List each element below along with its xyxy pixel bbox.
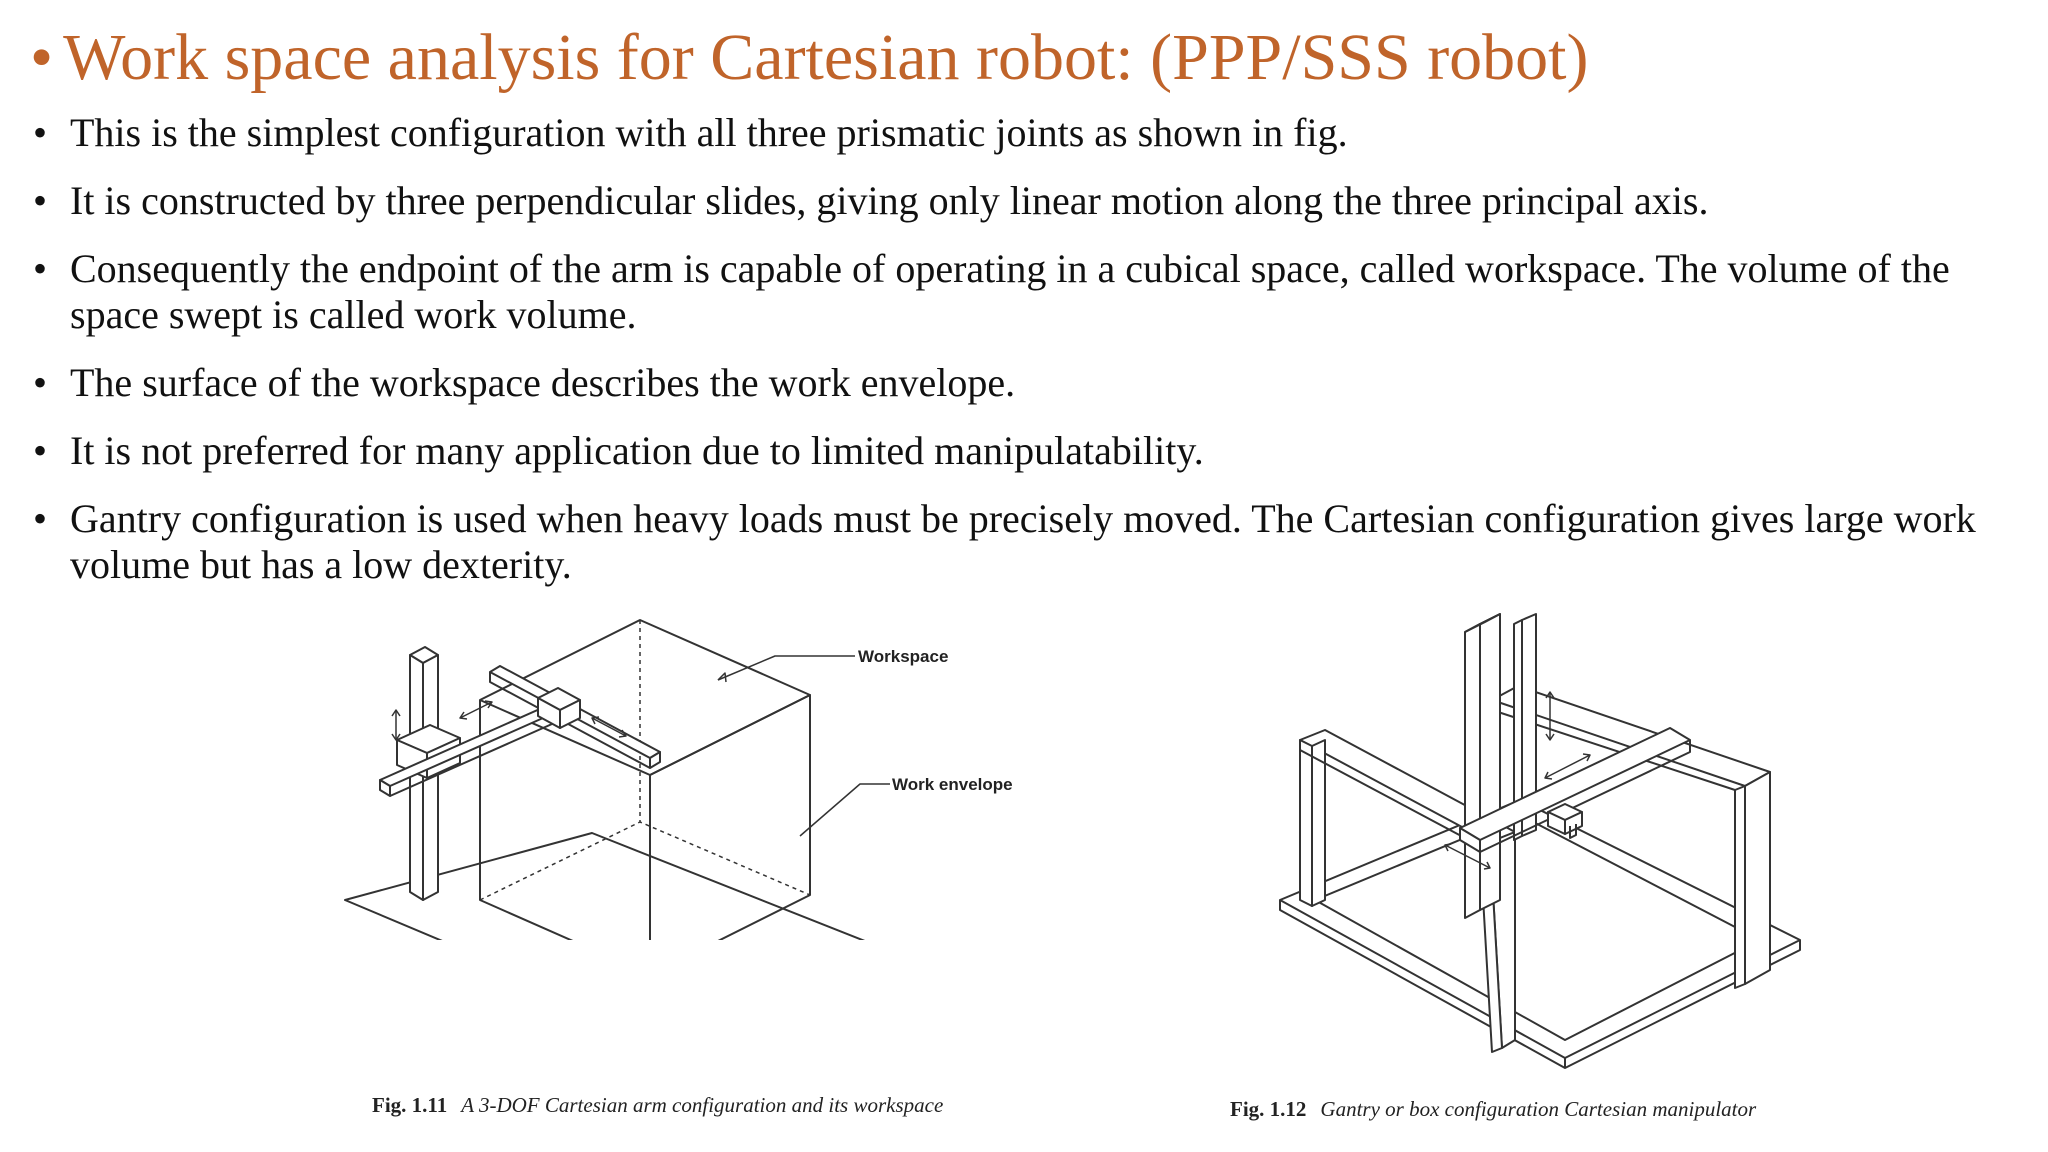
bullet-marker: • xyxy=(33,496,48,541)
figure-1-caption xyxy=(372,1093,943,1118)
figure-1-number: Fig. 1.11 xyxy=(372,1093,448,1117)
figure-2-caption xyxy=(1230,1097,1756,1122)
bullet-text: The surface of the workspace describes the work envelope. xyxy=(70,360,1016,405)
figure-1-text: A 3-DOF Cartesian arm configuration and its workspace xyxy=(461,1093,944,1117)
bullet-text: Gantry configuration is used when heavy loads must be precisely moved. The Cartesian configuration gives large work volume but has a low dexterity. xyxy=(70,496,1976,587)
bullet-item xyxy=(0,110,2040,156)
workspace-label: Workspace xyxy=(858,647,949,666)
bullet-marker: • xyxy=(33,178,48,223)
gantry-base-frame xyxy=(1280,800,1800,1068)
bullet-item xyxy=(0,360,2040,406)
bullet-text: It is not preferred for many application due to limited manipulatability. xyxy=(70,428,1204,473)
title-text: Work space analysis for Cartesian robot: (PPP/SSS robot) xyxy=(63,21,1589,94)
figure-cartesian-arm xyxy=(330,600,1050,940)
bullet-item xyxy=(0,428,2040,474)
bullet-list xyxy=(0,110,2040,610)
figure-gantry xyxy=(1270,600,1820,1070)
bullet-item xyxy=(0,496,2040,588)
bullet-marker: • xyxy=(33,360,48,405)
bullet-text: It is constructed by three perpendicular slides, giving only linear motion along the three principal axis. xyxy=(70,178,1709,223)
bullet-marker: • xyxy=(33,246,48,291)
bullet-item xyxy=(0,246,2040,338)
slide-title xyxy=(30,18,1589,98)
bullet-marker: • xyxy=(33,110,48,155)
bullet-item xyxy=(0,178,2040,224)
work-envelope-label: Work envelope xyxy=(892,775,1013,794)
bullet-text: Consequently the endpoint of the arm is capable of operating in a cubical space, called workspace. The volume of the space swept is called work volume. xyxy=(70,246,1950,337)
figure-2-number: Fig. 1.12 xyxy=(1230,1097,1307,1121)
figure-2-text: Gantry or box configuration Cartesian manipulator xyxy=(1320,1097,1757,1121)
title-bullet: • xyxy=(30,21,54,94)
bullet-text: This is the simplest configuration with all three prismatic joints as shown in fig. xyxy=(70,110,1348,155)
bullet-marker: • xyxy=(33,428,48,473)
